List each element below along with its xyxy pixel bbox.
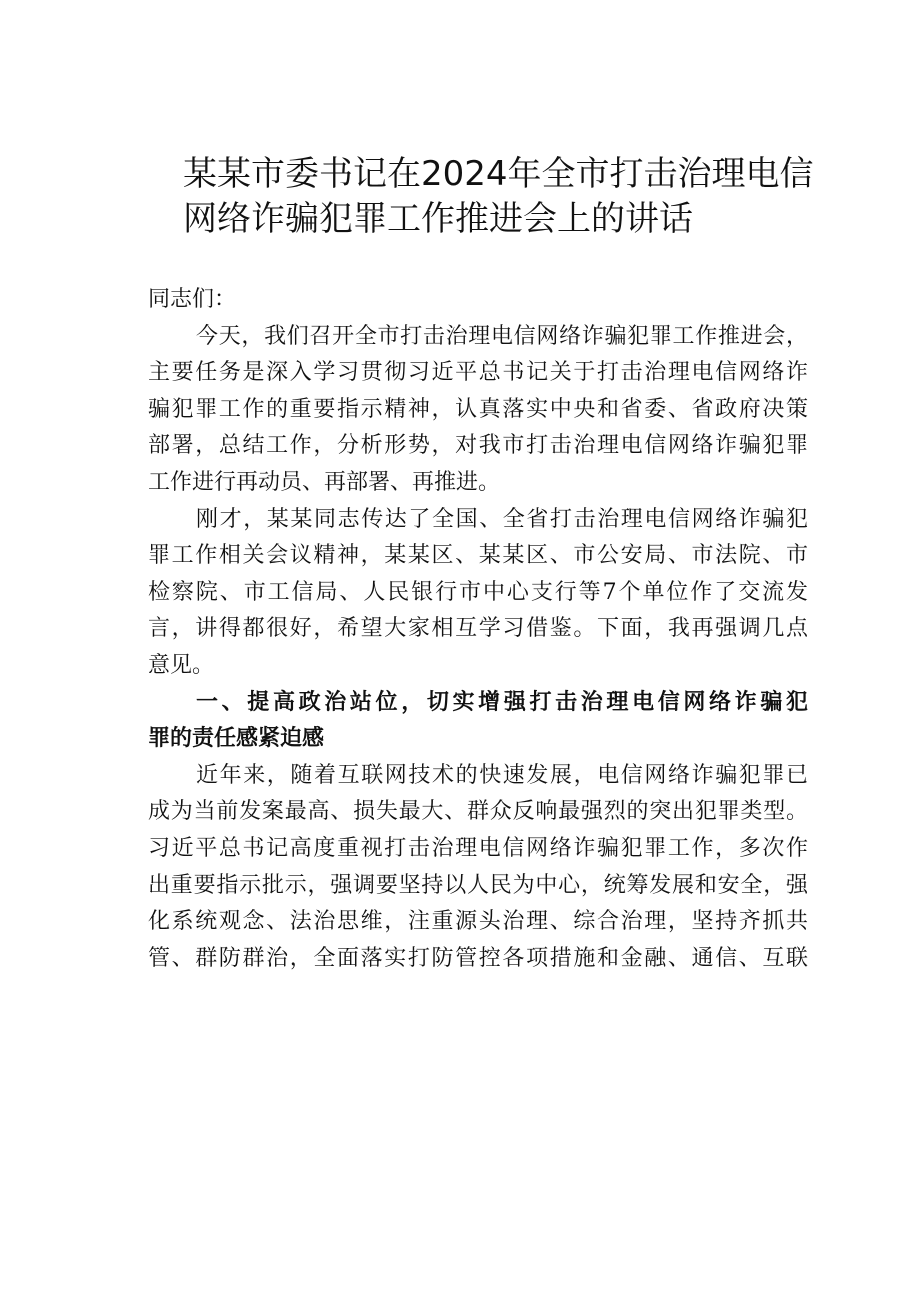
salutation: 同志们： [148, 287, 237, 312]
paragraph-line: 刚才，某某同志传达了全国、全省打击治理电信网络诈骗犯 [196, 506, 808, 532]
heading-line: 罪的责任感紧迫感 [148, 726, 325, 752]
paragraph-line: 管、群防群治，全面落实打防管控各项措施和金融、通信、互联 [148, 945, 808, 971]
paragraph-intro [148, 319, 808, 502]
paragraph-line: 今天，我们召开全市打击治理电信网络诈骗犯罪工作推进会， [196, 323, 808, 349]
document-title [183, 152, 823, 242]
heading-line: 一、提高政治站位，切实增强打击治理电信网络诈骗犯 [196, 689, 808, 715]
paragraph-line: 言，讲得都很好，希望大家相互学习借鉴。下面，我再强调几点 [148, 616, 808, 642]
paragraph-line: 出重要指示批示，强调要坚持以人民为中心，统筹发展和安全，强 [148, 872, 808, 898]
paragraph-line: 化系统观念、法治思维，注重源头治理、综合治理，坚持齐抓共 [148, 909, 808, 935]
paragraph-meeting [148, 502, 808, 685]
paragraph-line: 罪工作相关会议精神，某某区、某某区、市公安局、市法院、市 [148, 543, 808, 569]
document-body [148, 282, 808, 977]
title-line: 网络诈骗犯罪工作推进会上的讲话 [183, 199, 693, 239]
section-heading [148, 685, 808, 758]
title-line: 某某市委书记在2024年全市打击治理电信 [183, 154, 814, 194]
paragraph-line: 近年来，随着互联网技术的快速发展，电信网络诈骗犯罪已 [196, 762, 808, 788]
paragraph-line: 意见。 [148, 652, 215, 678]
paragraph-line: 部署，总结工作，分析形势，对我市打击治理电信网络诈骗犯罪 [148, 433, 808, 459]
paragraph-line: 工作进行再动员、再部署、再推进。 [148, 469, 501, 495]
paragraph-line: 检察院、市工信局、人民银行市中心支行等7个单位作了交流发 [148, 579, 808, 605]
paragraph-background [148, 758, 808, 978]
paragraph-line: 习近平总书记高度重视打击治理电信网络诈骗犯罪工作，多次作 [148, 835, 808, 861]
paragraph-line: 成为当前发案最高、损失最大、群众反响最强烈的突出犯罪类型。 [148, 799, 808, 825]
paragraph-line: 主要任务是深入学习贯彻习近平总书记关于打击治理电信网络诈 [148, 360, 808, 386]
paragraph-line: 骗犯罪工作的重要指示精神，认真落实中央和省委、省政府决策 [148, 396, 808, 422]
